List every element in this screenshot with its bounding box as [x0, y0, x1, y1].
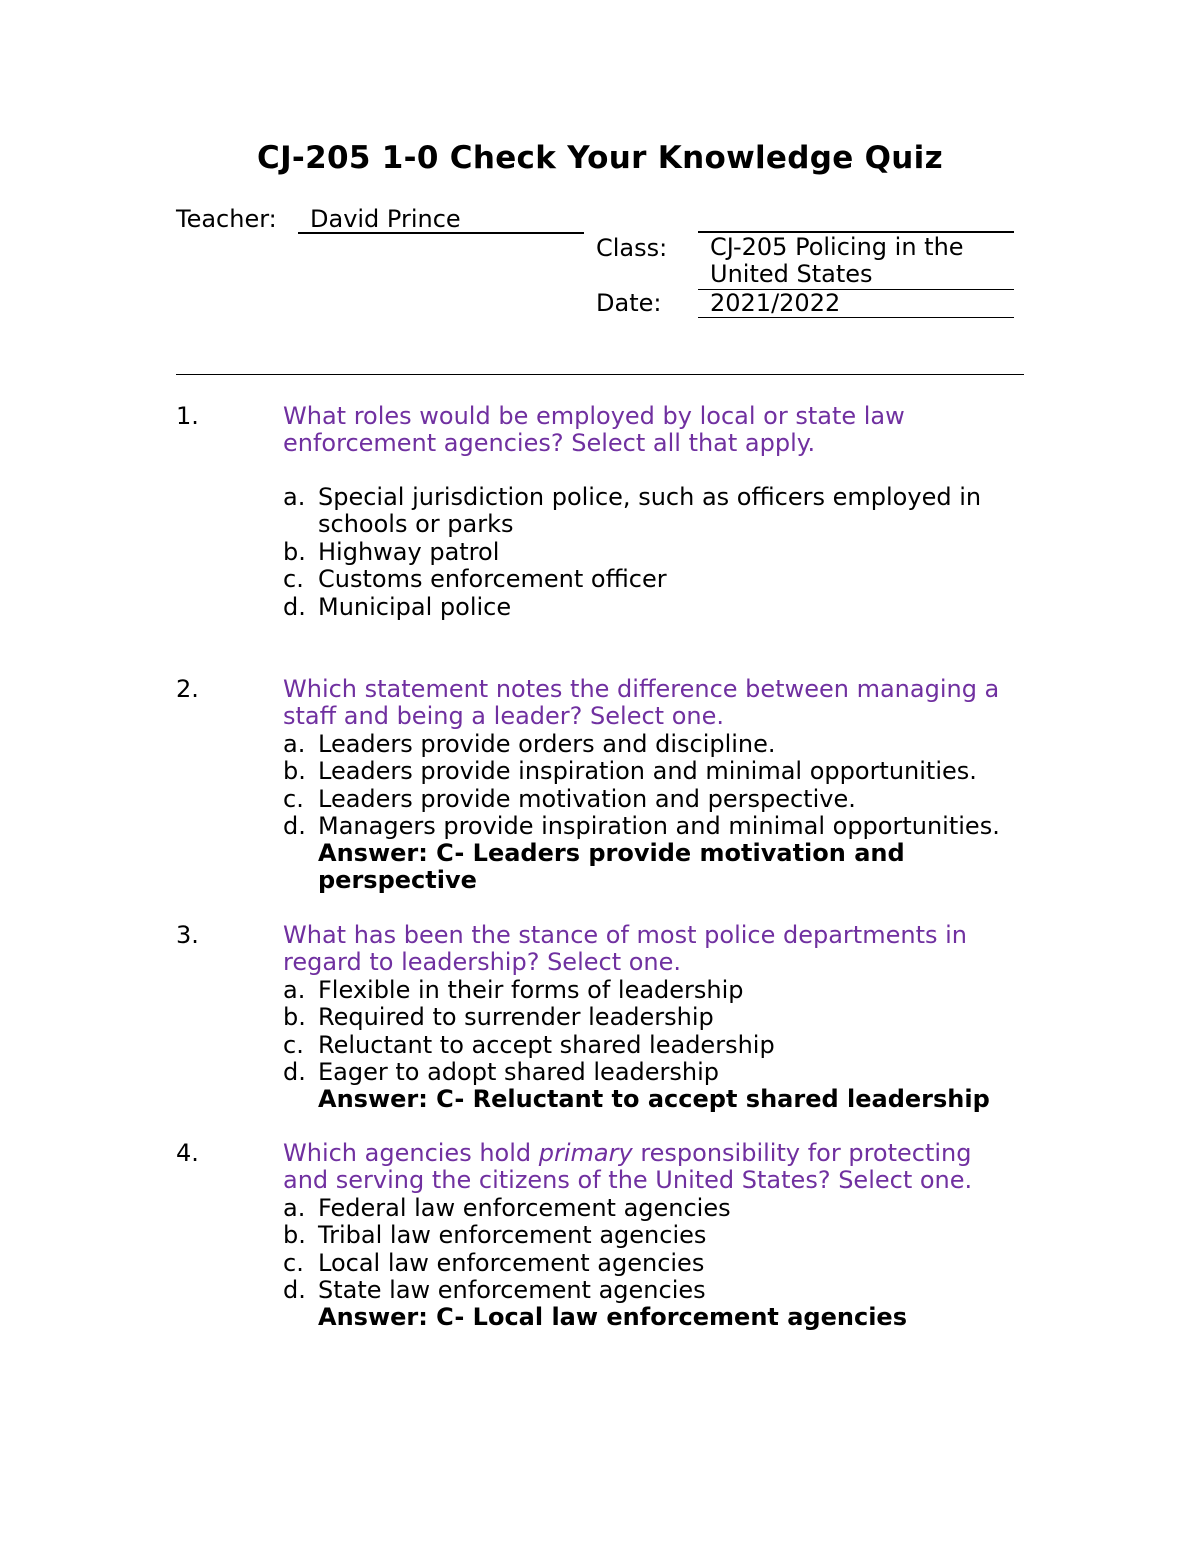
question-1-option-b — [283, 539, 1018, 566]
question-4-text-before: Which agencies hold — [283, 1139, 539, 1167]
date-label: Date: — [596, 289, 662, 317]
option-text: Required to surrender leadership — [318, 1003, 714, 1032]
option-letter: c. — [283, 565, 304, 594]
question-2-option-c — [283, 786, 1018, 813]
question-4-number: 4. — [176, 1139, 199, 1167]
option-text: Local law enforcement agencies — [318, 1248, 705, 1277]
question-4-option-c — [283, 1250, 1018, 1277]
option-letter: c. — [283, 784, 304, 813]
option-text: Customs enforcement officer — [318, 565, 667, 594]
question-3-number: 3. — [176, 921, 199, 949]
option-letter: d. — [283, 592, 306, 621]
question-3-option-d — [283, 1059, 1018, 1086]
header-divider — [176, 374, 1024, 375]
option-text: Highway patrol — [318, 537, 500, 566]
option-text: Tribal law enforcement agencies — [318, 1221, 707, 1250]
option-text: Federal law enforcement agencies — [318, 1194, 731, 1222]
question-2-option-d — [283, 813, 1018, 840]
question-2-number: 2. — [176, 675, 199, 703]
option-text: Managers provide inspiration and minimal opportunities. — [318, 812, 1000, 841]
question-4-option-b — [283, 1222, 1018, 1249]
option-text: Leaders provide motivation and perspective. — [318, 784, 856, 813]
page-title: CJ-205 1-0 Check Your Knowledge Quiz — [257, 140, 943, 176]
option-text: Special jurisdiction police, such as officers employed in schools or parks — [318, 483, 982, 539]
question-1-options — [283, 484, 1018, 621]
question-4-options — [283, 1195, 1018, 1305]
question-3-option-b — [283, 1004, 1018, 1031]
option-letter: b. — [283, 1003, 306, 1032]
option-letter: c. — [283, 1030, 304, 1059]
question-1-text: What roles would be employed by local or state law enforcement agencies? Select all that apply. — [283, 402, 905, 458]
question-2-answer: Answer: C- Leaders provide motivation and perspective — [318, 839, 905, 895]
question-3-option-c — [283, 1032, 1018, 1059]
teacher-field: David Prince — [298, 206, 584, 234]
question-3-answer: Answer: C- Reluctant to accept shared leadership — [318, 1085, 990, 1113]
option-text: State law enforcement agencies — [318, 1276, 706, 1305]
question-4-text-after: responsibility for protecting and serving the citizens of the United States? Select one. — [283, 1139, 973, 1195]
question-1-number: 1. — [176, 402, 199, 430]
question-4-option-a — [283, 1195, 1018, 1222]
option-letter: a. — [283, 976, 306, 1004]
question-1-option-a — [283, 484, 1018, 539]
option-letter: d. — [283, 1058, 306, 1087]
option-text: Municipal police — [318, 592, 512, 621]
question-4-text — [283, 1140, 1018, 1195]
option-letter: c. — [283, 1248, 304, 1277]
option-letter: b. — [283, 1221, 306, 1250]
option-letter: d. — [283, 812, 306, 841]
option-letter: b. — [283, 537, 306, 566]
question-2-option-a — [283, 731, 1018, 758]
option-letter: b. — [283, 757, 306, 786]
option-letter: a. — [283, 1194, 306, 1222]
question-4-option-d — [283, 1277, 1018, 1304]
option-letter: a. — [283, 730, 306, 758]
question-3-text: What has been the stance of most police departments in regard to leadership? Select one. — [283, 921, 967, 977]
question-4-answer: Answer: C- Local law enforcement agencies — [318, 1303, 907, 1331]
class-label: Class: — [596, 234, 668, 262]
question-3-options — [283, 977, 1018, 1087]
question-2-text: Which statement notes the difference between managing a staff and being a leader? Select one. — [283, 675, 1000, 731]
option-text: Eager to adopt shared leadership — [318, 1058, 720, 1087]
option-text: Flexible in their forms of leadership — [318, 976, 744, 1004]
question-4-text-emphasis: primary — [538, 1139, 633, 1167]
question-2-options — [283, 731, 1018, 841]
option-letter: a. — [283, 483, 306, 511]
question-1-option-d — [283, 594, 1018, 621]
teacher-label: Teacher: — [176, 205, 277, 233]
option-letter: d. — [283, 1276, 306, 1305]
question-1-option-c — [283, 566, 1018, 593]
question-3-option-a — [283, 977, 1018, 1004]
class-field: CJ-205 Policing in the United States — [698, 234, 1014, 290]
option-text: Reluctant to accept shared leadership — [318, 1030, 775, 1059]
option-text: Leaders provide orders and discipline. — [318, 730, 776, 758]
question-2-option-b — [283, 758, 1018, 785]
date-field: 2021/2022 — [698, 290, 1014, 318]
option-text: Leaders provide inspiration and minimal opportunities. — [318, 757, 977, 786]
